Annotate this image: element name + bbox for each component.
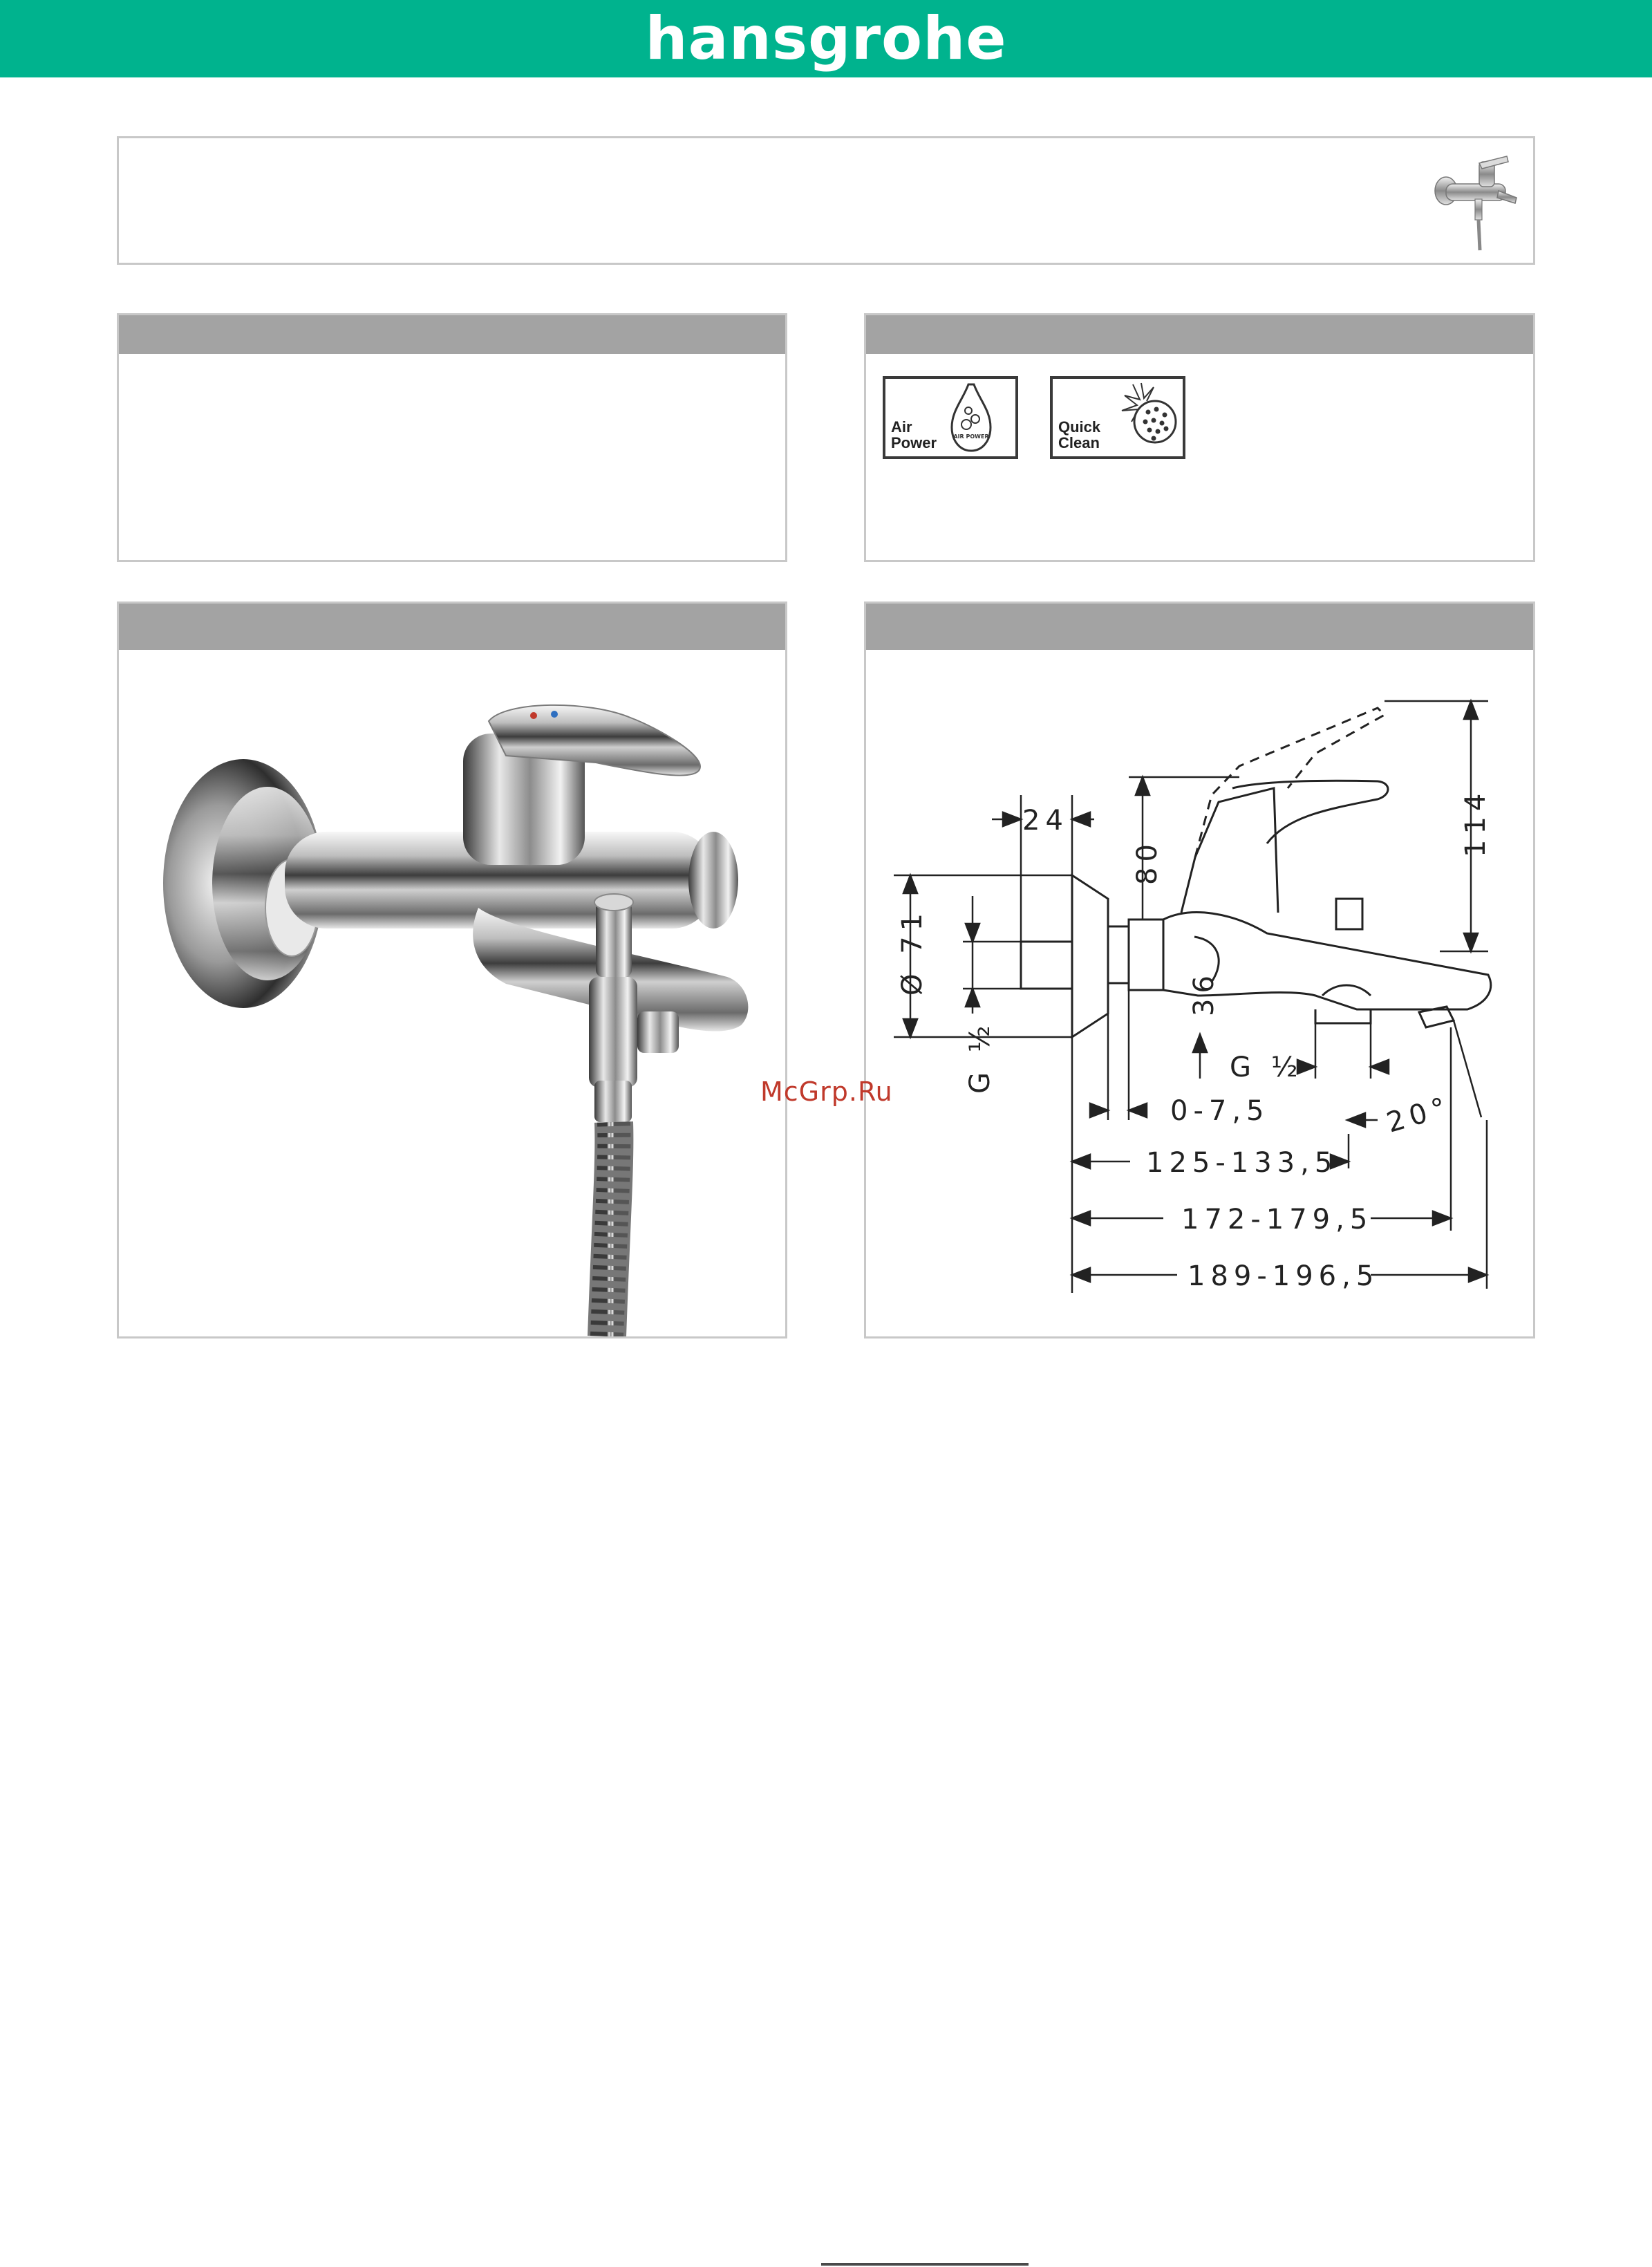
dim-36: 36	[1188, 970, 1220, 1016]
dim-80: 80	[1132, 839, 1163, 885]
product-photo	[119, 652, 785, 1336]
dim-172-179-5: 172-179,5	[1181, 1204, 1373, 1235]
features-header-bar	[866, 315, 1533, 354]
dim-125-133-5: 125-133,5	[1146, 1147, 1338, 1179]
title-box	[117, 136, 1535, 265]
dim-20-deg: 20°	[1383, 1090, 1455, 1139]
dim-g-half-left: G ½	[964, 1020, 996, 1094]
feature-air-power-label: Air Power	[891, 418, 937, 451]
dim-189-196-5: 189-196,5	[1188, 1260, 1380, 1292]
product-thumbnail	[1431, 148, 1521, 252]
description-box	[117, 313, 787, 562]
description-header-bar	[119, 315, 785, 354]
feature-quick-clean-label: Quick Clean	[1058, 418, 1101, 451]
footer-line	[821, 2263, 1029, 2266]
dim-g-half-mid: G ½	[1230, 1052, 1304, 1083]
watermark: McGrp.Ru	[760, 1076, 893, 1107]
air-power-drop-icon	[885, 379, 1015, 456]
quick-clean-spray-icon	[1053, 379, 1183, 456]
product-photo-box	[117, 601, 787, 1338]
drawing-header-bar	[866, 604, 1533, 650]
features-box	[864, 313, 1535, 562]
dim-24: 24	[1022, 805, 1069, 837]
dimension-drawing	[866, 650, 1533, 1334]
dim-114: 114	[1460, 787, 1492, 857]
dim-diameter-71: Ø 71	[897, 907, 928, 996]
dim-0-7-5: 0-7,5	[1170, 1095, 1270, 1127]
feature-air-power	[883, 376, 1018, 459]
brand-logo: hansgrohe	[645, 4, 1007, 73]
air-power-badge: AIR POWER	[953, 433, 989, 440]
photo-header-bar	[119, 604, 785, 650]
feature-quick-clean	[1050, 376, 1185, 459]
technical-drawing-box	[864, 601, 1535, 1338]
